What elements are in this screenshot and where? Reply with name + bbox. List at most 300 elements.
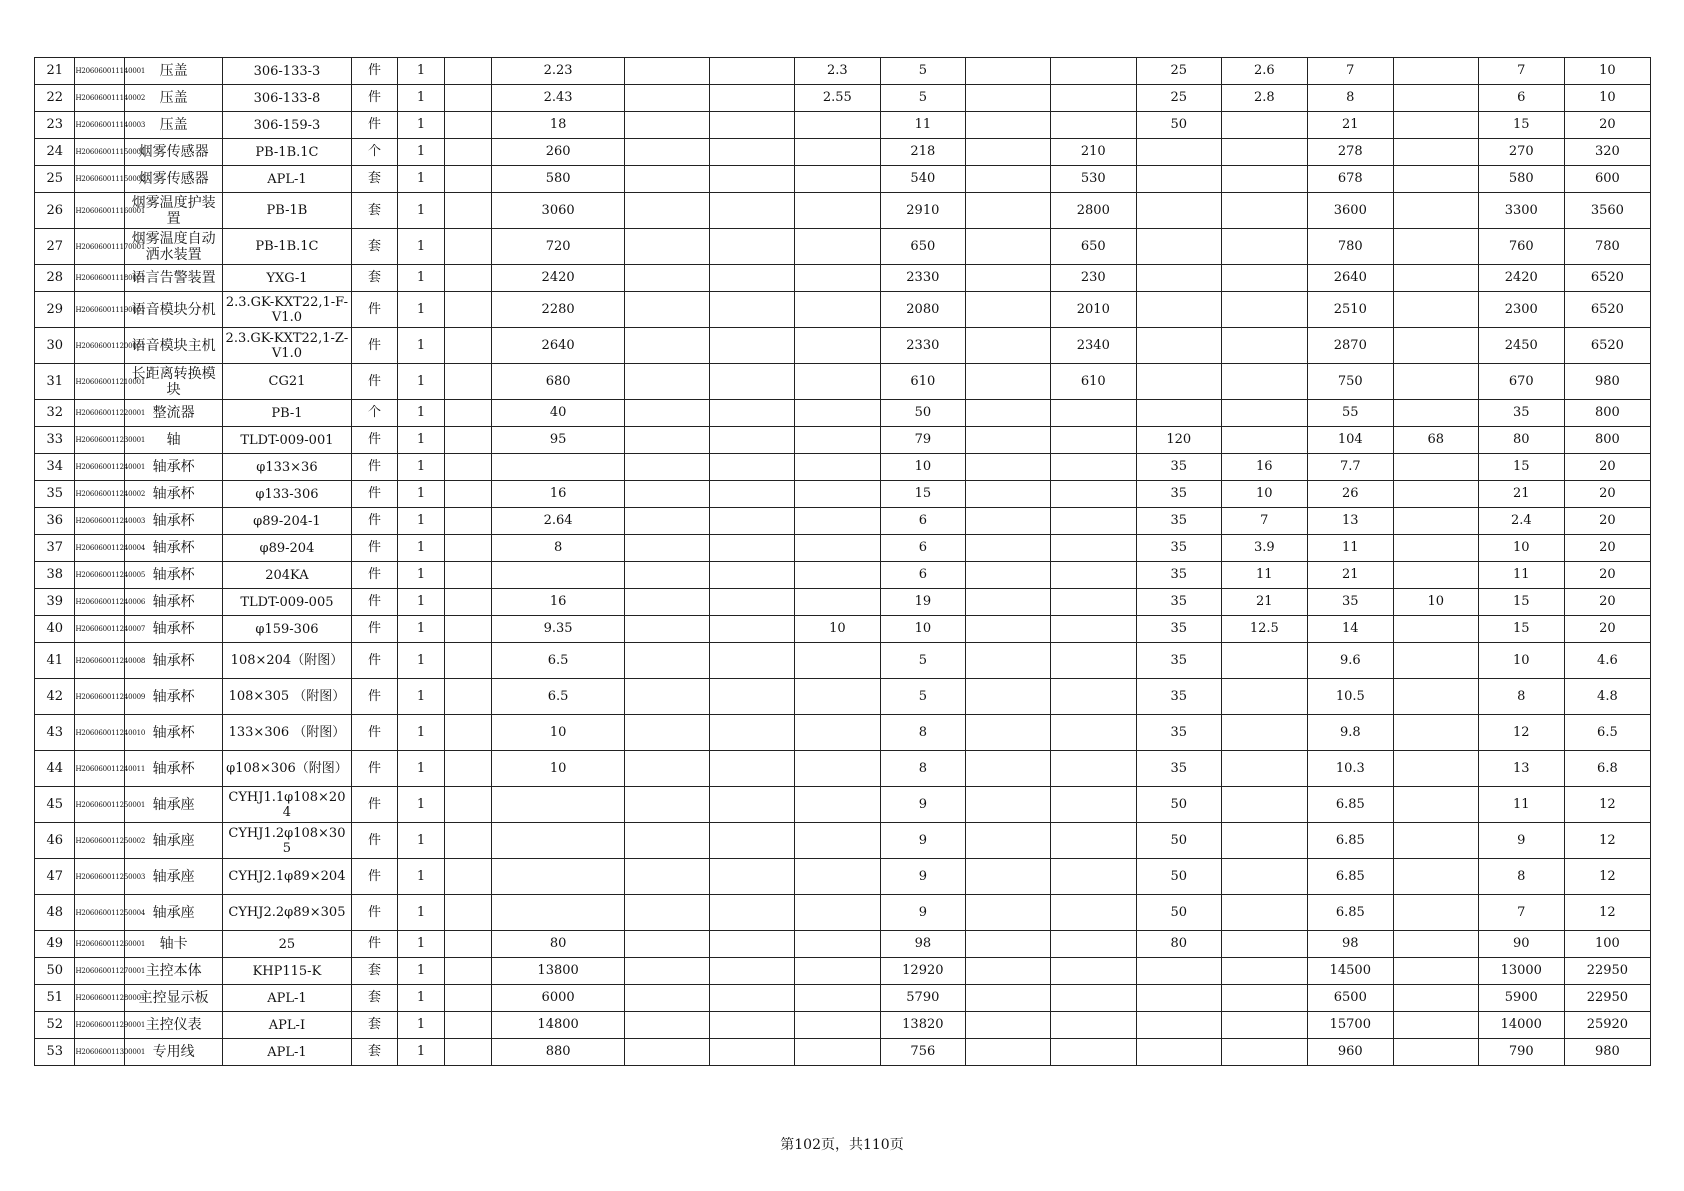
quantity-cell: 1 [398, 139, 445, 166]
price-col-3-cell [624, 112, 709, 139]
item-name-cell: 语音模块分机 [125, 292, 223, 328]
item-name-cell: 专用线 [125, 1039, 223, 1066]
spec-cell: APL-Ⅰ [223, 1012, 352, 1039]
table-row [35, 616, 1651, 643]
quantity-cell: 1 [398, 787, 445, 823]
price-col-14-cell: 6.8 [1564, 751, 1650, 787]
row-number-cell: 48 [35, 895, 75, 931]
row-number-cell: 32 [35, 400, 75, 427]
price-col-10-cell: 16 [1221, 454, 1307, 481]
price-col-14-cell: 25920 [1564, 1012, 1650, 1039]
price-col-3-cell [624, 535, 709, 562]
price-col-1-cell [444, 715, 492, 751]
price-col-7-cell [965, 859, 1050, 895]
price-col-2-cell [492, 823, 625, 859]
price-col-6-cell: 9 [880, 823, 965, 859]
table-row [35, 985, 1651, 1012]
material-code-cell: H206060011140001 [75, 58, 125, 85]
price-col-10-cell [1221, 400, 1307, 427]
unit-cell: 件 [351, 859, 398, 895]
price-col-9-cell: 35 [1136, 589, 1221, 616]
price-col-2-cell: 16 [492, 481, 625, 508]
price-col-9-cell [1136, 139, 1221, 166]
page-footer: 第102页，共110页 [780, 1137, 904, 1153]
unit-cell: 套 [351, 958, 398, 985]
unit-cell: 件 [351, 751, 398, 787]
price-col-4-cell [709, 562, 794, 589]
row-number-cell: 51 [35, 985, 75, 1012]
price-col-2-cell: 720 [492, 229, 625, 265]
spec-cell: 133×306 （附图） [223, 715, 352, 751]
price-col-12-cell [1393, 679, 1478, 715]
price-col-8-cell [1050, 427, 1136, 454]
material-code-cell: H206060011160001 [75, 193, 125, 229]
price-col-10-cell: 10 [1221, 481, 1307, 508]
item-name-cell: 压盖 [125, 112, 223, 139]
material-code-cell: H206060011270001 [75, 958, 125, 985]
price-col-2-cell: 80 [492, 931, 625, 958]
price-col-1-cell [444, 85, 492, 112]
quantity-cell: 1 [398, 265, 445, 292]
price-col-2-cell: 6000 [492, 985, 625, 1012]
price-col-14-cell: 20 [1564, 535, 1650, 562]
spec-cell: φ159-306 [223, 616, 352, 643]
unit-cell: 件 [351, 895, 398, 931]
price-col-8-cell [1050, 481, 1136, 508]
price-col-2-cell: 18 [492, 112, 625, 139]
price-col-8-cell [1050, 1039, 1136, 1066]
price-col-12-cell [1393, 292, 1478, 328]
price-col-6-cell: 79 [880, 427, 965, 454]
table-row [35, 481, 1651, 508]
price-col-12-cell [1393, 715, 1478, 751]
item-name-cell: 主控本体 [125, 958, 223, 985]
price-col-7-cell [965, 58, 1050, 85]
material-code-cell: H206060011240003 [75, 508, 125, 535]
price-col-1-cell [444, 364, 492, 400]
spec-cell: 306-133-8 [223, 85, 352, 112]
price-col-14-cell: 12 [1564, 859, 1650, 895]
price-col-4-cell [709, 589, 794, 616]
price-col-14-cell: 4.8 [1564, 679, 1650, 715]
price-col-11-cell: 11 [1307, 535, 1393, 562]
price-col-1-cell [444, 193, 492, 229]
price-col-13-cell: 9 [1478, 823, 1564, 859]
spec-cell: CYHJ2.1φ89×204 [223, 859, 352, 895]
price-col-7-cell [965, 139, 1050, 166]
spec-cell: TLDT-009-001 [223, 427, 352, 454]
item-name-cell: 语音模块主机 [125, 328, 223, 364]
table-row [35, 535, 1651, 562]
row-number-cell: 47 [35, 859, 75, 895]
price-col-3-cell [624, 787, 709, 823]
material-code-cell: H206060011240009 [75, 679, 125, 715]
price-col-2-cell: 95 [492, 427, 625, 454]
price-col-7-cell [965, 616, 1050, 643]
price-col-6-cell: 9 [880, 859, 965, 895]
price-col-6-cell: 5 [880, 643, 965, 679]
quantity-cell: 1 [398, 400, 445, 427]
price-col-10-cell [1221, 193, 1307, 229]
price-col-11-cell: 14500 [1307, 958, 1393, 985]
price-col-9-cell [1136, 166, 1221, 193]
spec-cell: 2.3.GK-KXT22,1-Z-V1.0 [223, 328, 352, 364]
price-col-10-cell [1221, 427, 1307, 454]
price-col-8-cell [1050, 454, 1136, 481]
price-col-7-cell [965, 679, 1050, 715]
spec-cell: φ89-204-1 [223, 508, 352, 535]
quantity-cell: 1 [398, 229, 445, 265]
quantity-cell: 1 [398, 679, 445, 715]
price-col-8-cell [1050, 985, 1136, 1012]
price-col-3-cell [624, 229, 709, 265]
item-name-cell: 轴承杯 [125, 715, 223, 751]
price-col-3-cell [624, 1012, 709, 1039]
price-col-11-cell: 10.3 [1307, 751, 1393, 787]
price-col-7-cell [965, 328, 1050, 364]
price-col-6-cell: 2910 [880, 193, 965, 229]
price-col-13-cell: 15 [1478, 589, 1564, 616]
material-code-cell: H206060011300001 [75, 1039, 125, 1066]
quantity-cell: 1 [398, 616, 445, 643]
price-col-11-cell: 9.6 [1307, 643, 1393, 679]
item-name-cell: 轴承杯 [125, 589, 223, 616]
material-code-cell: H206060011290001 [75, 1012, 125, 1039]
price-col-12-cell [1393, 454, 1478, 481]
price-col-6-cell: 5 [880, 85, 965, 112]
price-col-7-cell [965, 589, 1050, 616]
item-name-cell: 轴承座 [125, 859, 223, 895]
price-col-1-cell [444, 823, 492, 859]
item-name-cell: 轴承杯 [125, 535, 223, 562]
price-col-8-cell: 650 [1050, 229, 1136, 265]
price-col-4-cell [709, 715, 794, 751]
price-col-13-cell: 80 [1478, 427, 1564, 454]
price-col-10-cell [1221, 1039, 1307, 1066]
price-col-5-cell [794, 1012, 880, 1039]
spec-cell: YXG-1 [223, 265, 352, 292]
row-number-cell: 29 [35, 292, 75, 328]
price-col-7-cell [965, 112, 1050, 139]
unit-cell: 件 [351, 643, 398, 679]
price-col-6-cell: 2080 [880, 292, 965, 328]
price-col-12-cell [1393, 139, 1478, 166]
price-col-8-cell [1050, 1012, 1136, 1039]
table-row [35, 85, 1651, 112]
material-code-cell: H206060011150002 [75, 166, 125, 193]
price-col-10-cell [1221, 292, 1307, 328]
price-col-11-cell: 780 [1307, 229, 1393, 265]
price-col-14-cell: 6.5 [1564, 715, 1650, 751]
price-col-9-cell: 25 [1136, 85, 1221, 112]
price-col-1-cell [444, 589, 492, 616]
price-col-5-cell [794, 265, 880, 292]
price-col-14-cell: 20 [1564, 616, 1650, 643]
price-col-9-cell: 35 [1136, 508, 1221, 535]
price-col-5-cell [794, 400, 880, 427]
price-col-11-cell: 55 [1307, 400, 1393, 427]
price-col-3-cell [624, 292, 709, 328]
quantity-cell: 1 [398, 589, 445, 616]
price-col-13-cell: 35 [1478, 400, 1564, 427]
price-col-11-cell: 6.85 [1307, 895, 1393, 931]
price-col-3-cell [624, 166, 709, 193]
spec-cell: PB-1B.1C [223, 139, 352, 166]
price-col-4-cell [709, 58, 794, 85]
price-col-11-cell: 35 [1307, 589, 1393, 616]
price-col-5-cell [794, 931, 880, 958]
price-col-2-cell: 14800 [492, 1012, 625, 1039]
row-number-cell: 25 [35, 166, 75, 193]
price-col-2-cell: 680 [492, 364, 625, 400]
price-col-2-cell: 2280 [492, 292, 625, 328]
price-col-13-cell: 10 [1478, 535, 1564, 562]
price-col-2-cell: 40 [492, 400, 625, 427]
quantity-cell: 1 [398, 643, 445, 679]
quantity-cell: 1 [398, 166, 445, 193]
price-col-6-cell: 2330 [880, 328, 965, 364]
price-col-1-cell [444, 1012, 492, 1039]
price-col-9-cell [1136, 292, 1221, 328]
price-col-4-cell [709, 895, 794, 931]
item-name-cell: 轴承杯 [125, 751, 223, 787]
price-col-10-cell [1221, 679, 1307, 715]
unit-cell: 套 [351, 985, 398, 1012]
item-name-cell: 轴承杯 [125, 643, 223, 679]
price-col-12-cell [1393, 985, 1478, 1012]
price-col-11-cell: 21 [1307, 562, 1393, 589]
price-col-13-cell: 12 [1478, 715, 1564, 751]
price-col-8-cell [1050, 589, 1136, 616]
price-col-11-cell: 7 [1307, 58, 1393, 85]
price-col-5-cell [794, 787, 880, 823]
price-col-11-cell: 13 [1307, 508, 1393, 535]
table-row [35, 1039, 1651, 1066]
unit-cell: 件 [351, 427, 398, 454]
table-row [35, 328, 1651, 364]
row-number-cell: 31 [35, 364, 75, 400]
price-col-1-cell [444, 643, 492, 679]
price-col-2-cell: 2.64 [492, 508, 625, 535]
row-number-cell: 24 [35, 139, 75, 166]
material-code-cell: H206060011240007 [75, 616, 125, 643]
price-col-4-cell [709, 751, 794, 787]
price-col-2-cell: 3060 [492, 193, 625, 229]
price-col-8-cell: 610 [1050, 364, 1136, 400]
spec-cell: 204KA [223, 562, 352, 589]
material-code-cell: H206060011230001 [75, 427, 125, 454]
price-col-2-cell: 2.43 [492, 85, 625, 112]
price-col-4-cell [709, 166, 794, 193]
spec-cell: CYHJ2.2φ89×305 [223, 895, 352, 931]
table-row [35, 643, 1651, 679]
price-col-2-cell: 8 [492, 535, 625, 562]
price-col-11-cell: 960 [1307, 1039, 1393, 1066]
price-col-1-cell [444, 751, 492, 787]
price-col-4-cell [709, 292, 794, 328]
price-col-4-cell [709, 679, 794, 715]
price-col-13-cell: 21 [1478, 481, 1564, 508]
unit-cell: 件 [351, 787, 398, 823]
quantity-cell: 1 [398, 985, 445, 1012]
price-col-9-cell: 50 [1136, 787, 1221, 823]
price-col-4-cell [709, 85, 794, 112]
table-row [35, 751, 1651, 787]
price-col-13-cell: 7 [1478, 895, 1564, 931]
price-col-6-cell: 10 [880, 454, 965, 481]
price-col-1-cell [444, 292, 492, 328]
price-col-10-cell [1221, 265, 1307, 292]
table-row [35, 265, 1651, 292]
quantity-cell: 1 [398, 193, 445, 229]
price-col-9-cell [1136, 985, 1221, 1012]
price-col-3-cell [624, 823, 709, 859]
price-col-14-cell: 20 [1564, 508, 1650, 535]
price-col-13-cell: 11 [1478, 787, 1564, 823]
price-col-10-cell [1221, 229, 1307, 265]
price-col-13-cell: 13 [1478, 751, 1564, 787]
price-col-14-cell: 20 [1564, 589, 1650, 616]
price-col-4-cell [709, 328, 794, 364]
row-number-cell: 53 [35, 1039, 75, 1066]
price-col-12-cell [1393, 328, 1478, 364]
price-col-13-cell: 15 [1478, 112, 1564, 139]
row-number-cell: 30 [35, 328, 75, 364]
price-col-8-cell: 530 [1050, 166, 1136, 193]
unit-cell: 件 [351, 931, 398, 958]
item-name-cell: 长距离转换模块 [125, 364, 223, 400]
price-col-1-cell [444, 958, 492, 985]
table-row [35, 166, 1651, 193]
price-col-6-cell: 9 [880, 787, 965, 823]
price-col-3-cell [624, 589, 709, 616]
material-code-cell: H206060011240006 [75, 589, 125, 616]
price-col-3-cell [624, 508, 709, 535]
table-row [35, 958, 1651, 985]
price-col-2-cell: 2420 [492, 265, 625, 292]
price-col-3-cell [624, 139, 709, 166]
quantity-cell: 1 [398, 1012, 445, 1039]
price-col-2-cell: 260 [492, 139, 625, 166]
price-col-5-cell [794, 364, 880, 400]
price-col-12-cell [1393, 958, 1478, 985]
price-col-14-cell: 6520 [1564, 292, 1650, 328]
price-col-2-cell [492, 454, 625, 481]
price-col-1-cell [444, 679, 492, 715]
price-col-12-cell [1393, 643, 1478, 679]
price-col-5-cell [794, 751, 880, 787]
quantity-cell: 1 [398, 895, 445, 931]
price-col-2-cell [492, 562, 625, 589]
price-col-4-cell [709, 364, 794, 400]
price-col-13-cell: 270 [1478, 139, 1564, 166]
item-name-cell: 烟雾传感器 [125, 139, 223, 166]
price-col-5-cell: 2.3 [794, 58, 880, 85]
table-row [35, 364, 1651, 400]
price-col-5-cell [794, 562, 880, 589]
row-number-cell: 46 [35, 823, 75, 859]
price-col-11-cell: 6.85 [1307, 823, 1393, 859]
row-number-cell: 34 [35, 454, 75, 481]
table-row [35, 562, 1651, 589]
table-row [35, 931, 1651, 958]
price-col-9-cell: 35 [1136, 535, 1221, 562]
spec-cell: CYHJ1.1φ108×204 [223, 787, 352, 823]
unit-cell: 件 [351, 616, 398, 643]
quantity-cell: 1 [398, 958, 445, 985]
table-row [35, 508, 1651, 535]
price-col-7-cell [965, 508, 1050, 535]
quantity-cell: 1 [398, 427, 445, 454]
price-col-2-cell: 580 [492, 166, 625, 193]
item-name-cell: 轴承杯 [125, 454, 223, 481]
price-col-9-cell: 80 [1136, 931, 1221, 958]
item-name-cell: 轴承杯 [125, 508, 223, 535]
price-col-14-cell: 800 [1564, 400, 1650, 427]
quantity-cell: 1 [398, 364, 445, 400]
price-col-1-cell [444, 481, 492, 508]
material-code-cell: H206060011260001 [75, 931, 125, 958]
price-col-12-cell [1393, 166, 1478, 193]
price-col-8-cell [1050, 58, 1136, 85]
price-col-8-cell [1050, 508, 1136, 535]
price-col-10-cell [1221, 751, 1307, 787]
price-col-1-cell [444, 1039, 492, 1066]
unit-cell: 件 [351, 508, 398, 535]
price-col-14-cell: 3560 [1564, 193, 1650, 229]
material-code-cell: H206060011250002 [75, 823, 125, 859]
price-col-7-cell [965, 1012, 1050, 1039]
price-col-13-cell: 580 [1478, 166, 1564, 193]
price-col-8-cell: 2800 [1050, 193, 1136, 229]
price-col-13-cell: 2450 [1478, 328, 1564, 364]
price-col-7-cell [965, 454, 1050, 481]
price-col-4-cell [709, 229, 794, 265]
price-col-8-cell [1050, 715, 1136, 751]
quantity-cell: 1 [398, 1039, 445, 1066]
price-col-1-cell [444, 166, 492, 193]
price-col-10-cell [1221, 895, 1307, 931]
price-col-11-cell: 9.8 [1307, 715, 1393, 751]
price-col-7-cell [965, 535, 1050, 562]
price-col-14-cell: 780 [1564, 229, 1650, 265]
unit-cell: 件 [351, 589, 398, 616]
quantity-cell: 1 [398, 58, 445, 85]
price-col-10-cell [1221, 787, 1307, 823]
unit-cell: 套 [351, 229, 398, 265]
price-col-5-cell [794, 508, 880, 535]
item-name-cell: 轴承座 [125, 895, 223, 931]
spec-cell: CYHJ1.2φ108×305 [223, 823, 352, 859]
row-number-cell: 39 [35, 589, 75, 616]
quantity-cell: 1 [398, 562, 445, 589]
item-name-cell: 烟雾温度护装置 [125, 193, 223, 229]
price-col-2-cell: 2640 [492, 328, 625, 364]
price-col-12-cell [1393, 751, 1478, 787]
unit-cell: 套 [351, 193, 398, 229]
item-name-cell: 轴承座 [125, 823, 223, 859]
price-col-2-cell: 10 [492, 715, 625, 751]
price-col-13-cell: 2.4 [1478, 508, 1564, 535]
item-name-cell: 烟雾温度自动洒水装置 [125, 229, 223, 265]
price-col-9-cell [1136, 364, 1221, 400]
price-col-14-cell: 20 [1564, 112, 1650, 139]
table-row [35, 589, 1651, 616]
price-col-4-cell [709, 1012, 794, 1039]
table-row [35, 139, 1651, 166]
price-col-7-cell [965, 751, 1050, 787]
price-col-3-cell [624, 985, 709, 1012]
